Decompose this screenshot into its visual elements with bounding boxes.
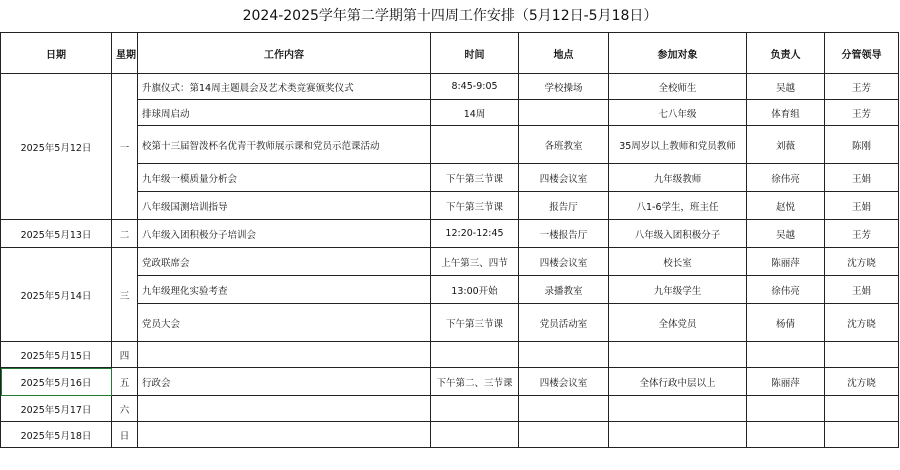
participants-cell[interactable]: 八1-6学生，班主任	[609, 192, 747, 220]
leader-cell[interactable]	[825, 422, 899, 448]
leader-cell[interactable]: 沈方晓	[825, 304, 899, 342]
table-row	[1, 422, 899, 448]
participants-cell[interactable]	[609, 342, 747, 368]
participants-cell[interactable]: 35周岁以上教师和党员教师	[609, 126, 747, 164]
content-cell[interactable]: 九年级一模质量分析会	[138, 164, 431, 192]
content-cell[interactable]	[138, 396, 431, 422]
place-cell[interactable]: 录播教室	[519, 276, 609, 304]
place-cell[interactable]: 党员活动室	[519, 304, 609, 342]
time-cell[interactable]: 下午第二、三节课	[431, 368, 519, 396]
owner-cell[interactable]: 赵悦	[747, 192, 825, 220]
time-cell[interactable]	[431, 126, 519, 164]
place-cell[interactable]	[519, 396, 609, 422]
leader-cell[interactable]: 沈方晓	[825, 248, 899, 276]
leader-cell[interactable]: 王芳	[825, 74, 899, 100]
time-cell[interactable]: 12:20-12:45	[431, 220, 519, 248]
table-row	[1, 342, 899, 368]
owner-cell[interactable]	[747, 422, 825, 448]
date-cell[interactable]: 2025年5月15日	[1, 342, 112, 368]
place-cell[interactable]: 四楼会议室	[519, 368, 609, 396]
place-cell[interactable]: 四楼会议室	[519, 164, 609, 192]
time-cell[interactable]	[431, 396, 519, 422]
leader-cell[interactable]: 王芳	[825, 100, 899, 126]
table-row	[1, 396, 899, 422]
time-cell[interactable]: 8:45-9:05	[431, 74, 519, 100]
leader-cell[interactable]	[825, 396, 899, 422]
owner-cell[interactable]: 陈丽萍	[747, 368, 825, 396]
table-row	[1, 368, 899, 396]
header-leader[interactable]: 分管领导	[825, 33, 899, 74]
content-cell[interactable]: 升旗仪式：第14周主题晨会及艺术类竞赛颁奖仪式	[138, 74, 431, 100]
date-cell[interactable]: 2025年5月12日	[1, 74, 112, 220]
time-cell[interactable]	[431, 342, 519, 368]
content-cell[interactable]: 校第十三届智泼杯名优青干教师展示课和党员示范课活动	[138, 126, 431, 164]
leader-cell[interactable]: 陈刚	[825, 126, 899, 164]
sheet-title: 2024-2025学年第二学期第十四周工作安排（5月12日-5月18日）	[242, 8, 658, 24]
leader-cell[interactable]: 王芳	[825, 220, 899, 248]
content-cell[interactable]	[138, 342, 431, 368]
table-row	[1, 220, 899, 248]
place-cell[interactable]	[519, 342, 609, 368]
weekday-cell[interactable]: 五	[112, 368, 138, 396]
content-cell[interactable]: 党政联席会	[138, 248, 431, 276]
schedule-table	[0, 32, 899, 448]
date-cell[interactable]: 2025年5月17日	[1, 396, 112, 422]
participants-cell[interactable]: 全体行政中层以上	[609, 368, 747, 396]
time-cell[interactable]: 下午第三节课	[431, 164, 519, 192]
content-cell[interactable]: 八年级国测培训指导	[138, 192, 431, 220]
weekday-cell[interactable]: 二	[112, 220, 138, 248]
content-cell[interactable]: 行政会	[138, 368, 431, 396]
owner-cell[interactable]: 杨倩	[747, 304, 825, 342]
time-cell[interactable]: 下午第三节课	[431, 192, 519, 220]
place-cell[interactable]: 一楼报告厅	[519, 220, 609, 248]
place-cell[interactable]: 四楼会议室	[519, 248, 609, 276]
participants-cell[interactable]: 八年级入团积极分子	[609, 220, 747, 248]
table-row	[1, 248, 899, 276]
participants-cell[interactable]: 校长室	[609, 248, 747, 276]
owner-cell[interactable]: 徐伟亮	[747, 164, 825, 192]
content-cell[interactable]: 九年级理化实验考查	[138, 276, 431, 304]
owner-cell[interactable]: 徐伟亮	[747, 276, 825, 304]
place-cell[interactable]: 各班教室	[519, 126, 609, 164]
time-cell[interactable]	[431, 422, 519, 448]
header-owner[interactable]: 负责人	[747, 33, 825, 74]
time-cell[interactable]: 下午第三节课	[431, 304, 519, 342]
place-cell[interactable]	[519, 100, 609, 126]
weekday-cell[interactable]: 一	[112, 74, 138, 220]
time-cell[interactable]: 14周	[431, 100, 519, 126]
time-cell[interactable]: 13:00开始	[431, 276, 519, 304]
participants-cell[interactable]	[609, 422, 747, 448]
weekday-cell[interactable]: 四	[112, 342, 138, 368]
header-weekday[interactable]: 星期	[112, 33, 138, 74]
participants-cell[interactable]: 全校师生	[609, 74, 747, 100]
place-cell[interactable]: 报告厅	[519, 192, 609, 220]
weekday-cell[interactable]: 六	[112, 396, 138, 422]
participants-cell[interactable]: 全体党员	[609, 304, 747, 342]
owner-cell[interactable]: 陈丽萍	[747, 248, 825, 276]
content-cell[interactable]: 党员大会	[138, 304, 431, 342]
header-content[interactable]: 工作内容	[138, 33, 431, 74]
owner-cell[interactable]	[747, 342, 825, 368]
owner-cell[interactable]: 吴越	[747, 220, 825, 248]
date-cell[interactable]: 2025年5月16日	[1, 368, 112, 396]
place-cell[interactable]	[519, 422, 609, 448]
owner-cell[interactable]: 刘薇	[747, 126, 825, 164]
time-cell[interactable]: 上午第三、四节	[431, 248, 519, 276]
header-date[interactable]: 日期	[1, 33, 112, 74]
owner-cell[interactable]: 吴越	[747, 74, 825, 100]
leader-cell[interactable]: 王娟	[825, 192, 899, 220]
leader-cell[interactable]: 王娟	[825, 164, 899, 192]
owner-cell[interactable]: 体育组	[747, 100, 825, 126]
header-row	[1, 33, 899, 74]
participants-cell[interactable]: 七八年级	[609, 100, 747, 126]
leader-cell[interactable]	[825, 342, 899, 368]
weekday-cell[interactable]: 日	[112, 422, 138, 448]
date-cell[interactable]: 2025年5月14日	[1, 248, 112, 342]
content-cell[interactable]: 八年级入团积极分子培训会	[138, 220, 431, 248]
leader-cell[interactable]: 王娟	[825, 276, 899, 304]
content-cell[interactable]	[138, 422, 431, 448]
participants-cell[interactable]: 九年级教师	[609, 164, 747, 192]
header-participants[interactable]: 参加对象	[609, 33, 747, 74]
leader-cell[interactable]: 沈方晓	[825, 368, 899, 396]
place-cell[interactable]: 学校操场	[519, 74, 609, 100]
header-place[interactable]: 地点	[519, 33, 609, 74]
table-row	[1, 74, 899, 100]
participants-cell[interactable]	[609, 396, 747, 422]
participants-cell[interactable]: 九年级学生	[609, 276, 747, 304]
header-time[interactable]: 时间	[431, 33, 519, 74]
owner-cell[interactable]	[747, 396, 825, 422]
weekday-cell[interactable]: 三	[112, 248, 138, 342]
date-cell[interactable]: 2025年5月18日	[1, 422, 112, 448]
date-cell[interactable]: 2025年5月13日	[1, 220, 112, 248]
content-cell[interactable]: 排球周启动	[138, 100, 431, 126]
